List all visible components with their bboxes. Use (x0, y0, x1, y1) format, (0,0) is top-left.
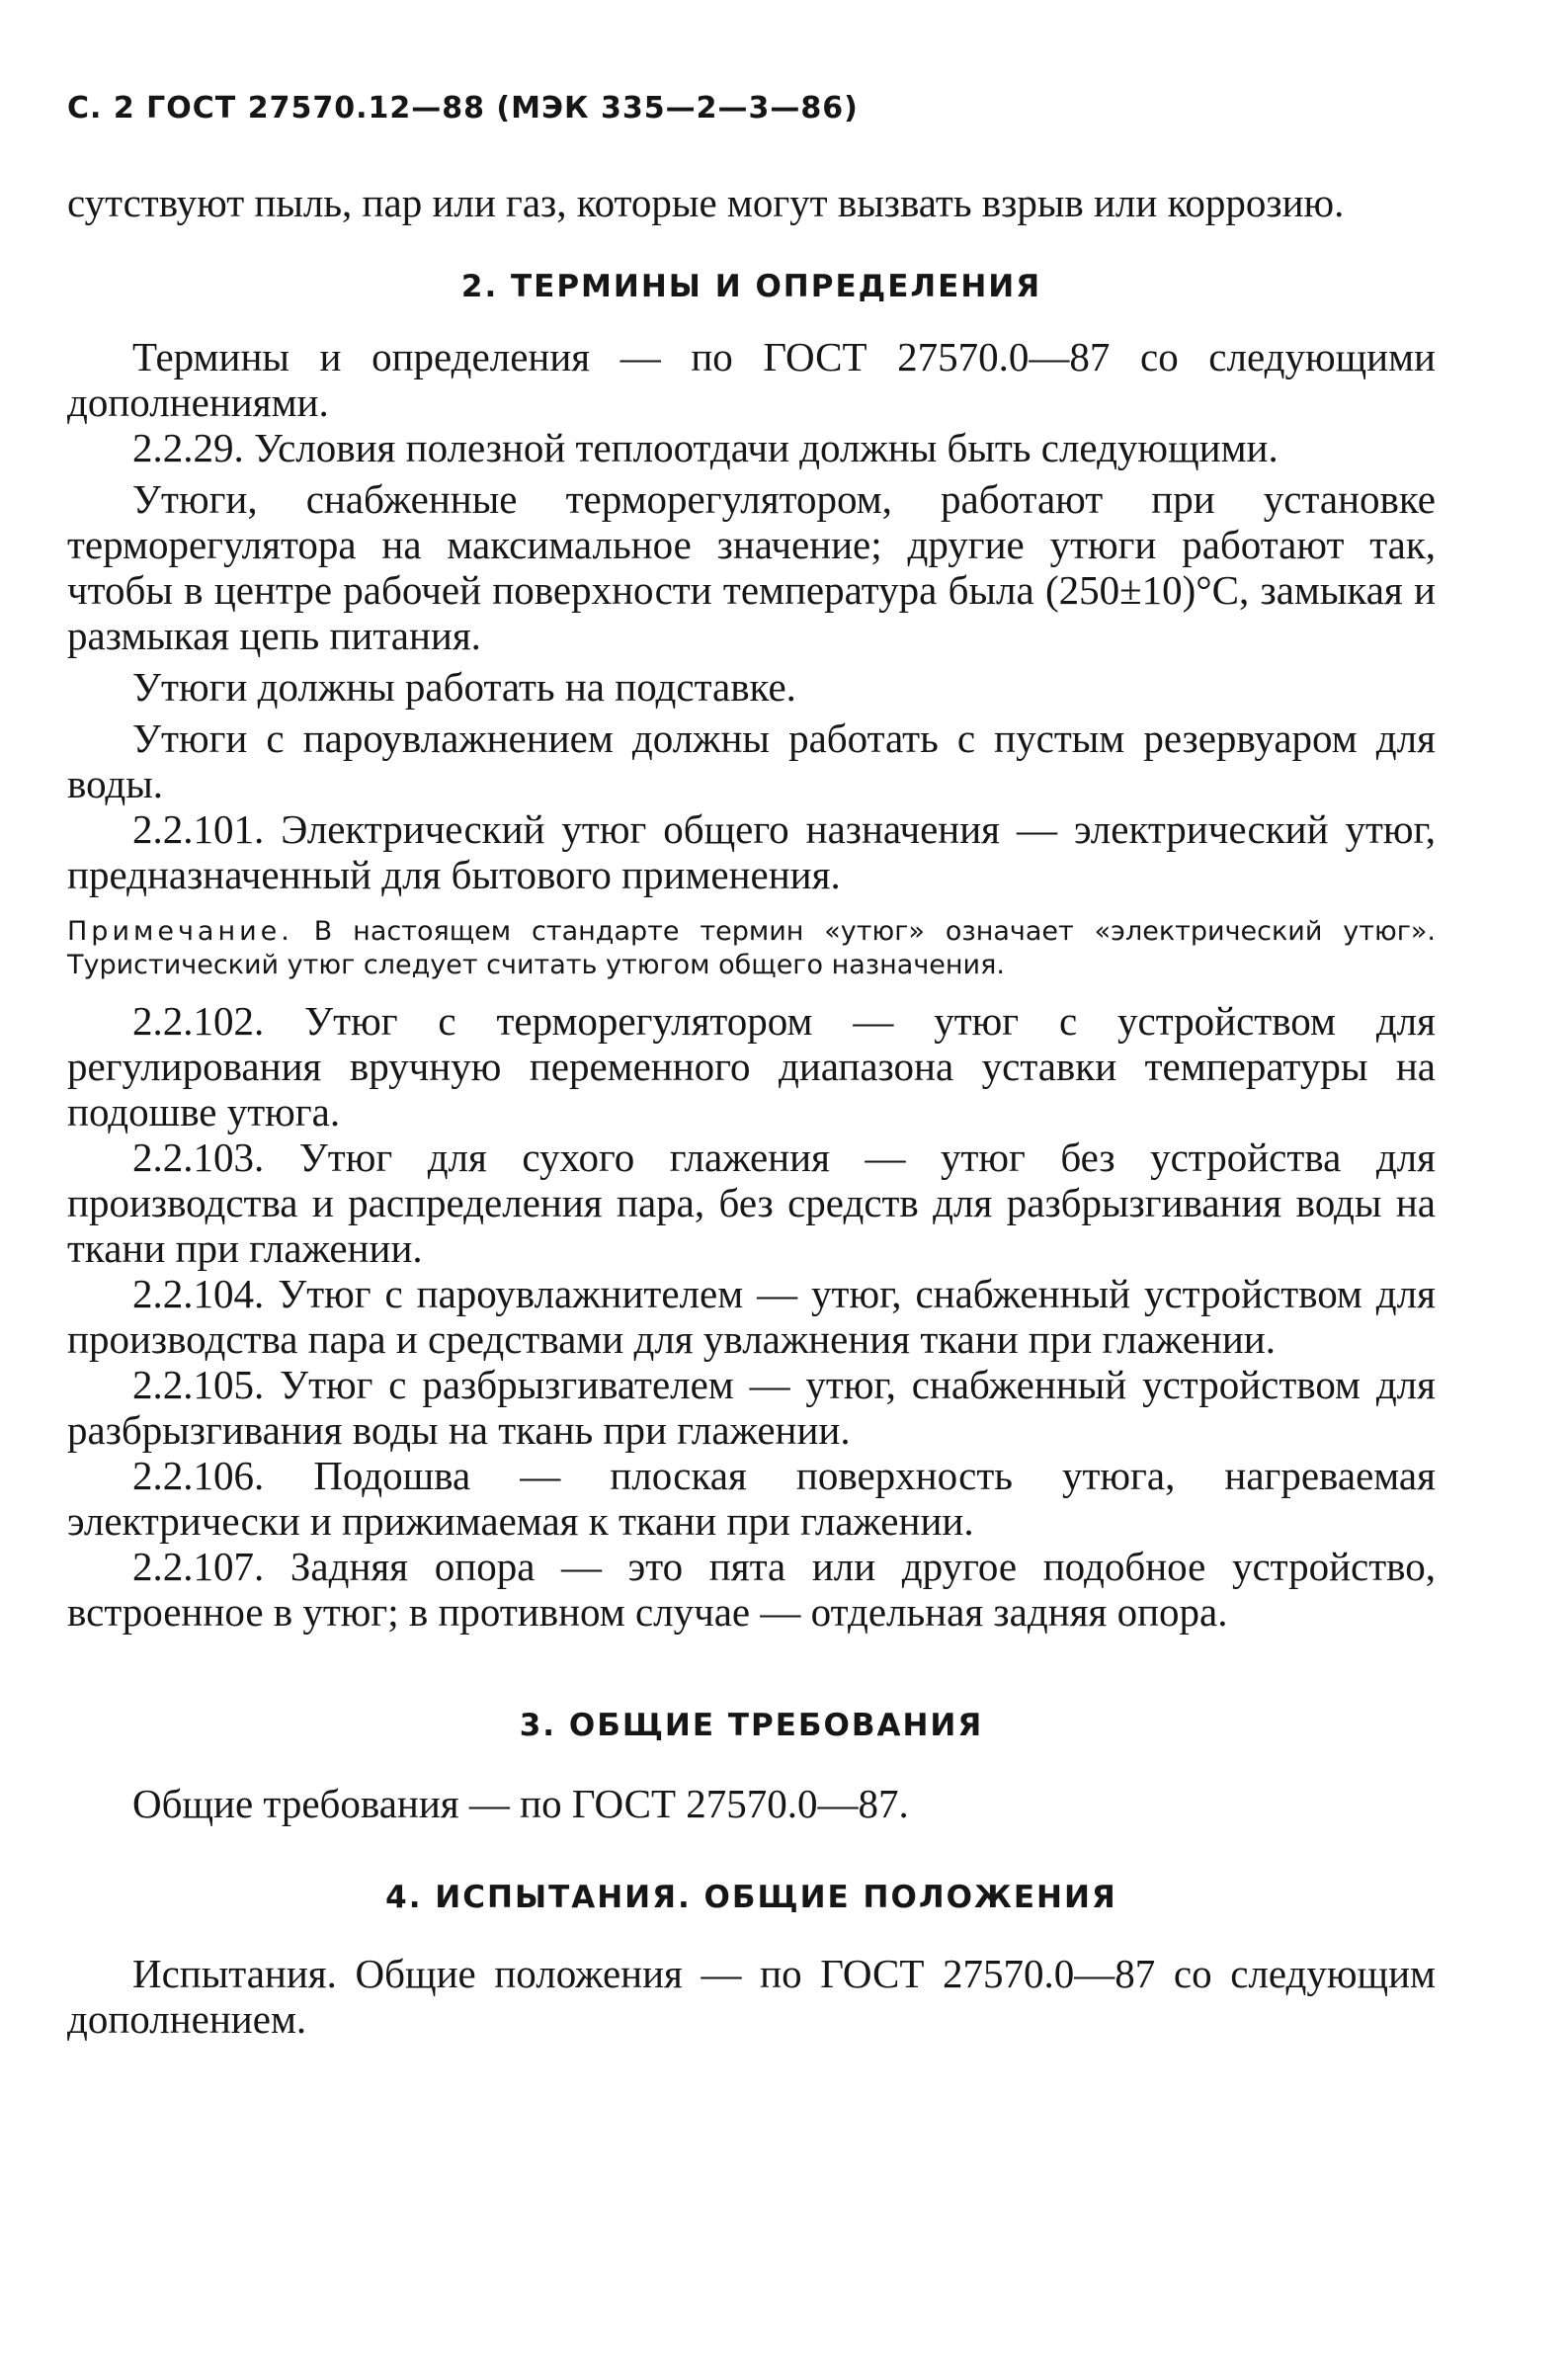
paragraph: Утюги, снабженные терморегулятором, работают при установке терморегулятора на максимальное значение; другие утюги работают так, чтобы в центре рабочей поверхности температура была (250±10)°С, замыкая и размыкая цепь питания. (67, 476, 1436, 658)
definition-2-2-107: 2.2.107. Задняя опора — это пята или другое подобное устройство, встроенное в утюг; в противном случае — отдельная задняя опора. (67, 1544, 1436, 1635)
paragraph: Утюги с пароувлажнением должны работать с пустым резервуаром для воды. (67, 715, 1436, 806)
paragraph: Утюги должны работать на подставке. (132, 664, 796, 710)
note-label: Примечание. (67, 916, 293, 947)
definition-2-2-106: 2.2.106. Подошва — плоская поверхность утюга, нагреваемая электрически и прижимаемая к ткани при глажении. (67, 1453, 1436, 1544)
note-text: В настоящем стандарте термин «утюг» означает «электрический утюг». Туристический утюг следует считать утюгом общего назначения. (67, 916, 1436, 980)
section-4-text: Испытания. Общие положения — по ГОСТ 27570.0—87 со следующим дополнением. (67, 1951, 1436, 2042)
definition-2-2-104: 2.2.104. Утюг с пароувлажнителем — утюг, снабженный устройством для производства пара и средствами для увлажнения ткани при глажении. (67, 1271, 1436, 1362)
definition-2-2-101: 2.2.101. Электрический утюг общего назначения — электрический утюг, предназначенный для бытового применения. (67, 806, 1436, 897)
note (67, 915, 1436, 982)
definition-2-2-103: 2.2.103. Утюг для сухого глажения — утюг без устройства для производства и распределения пара, без средств для разбрызгивания воды на ткани при глажении. (67, 1134, 1436, 1271)
definition-2-2-105: 2.2.105. Утюг с разбрызгивателем — утюг, снабженный устройством для разбрызгивания воды на ткань при глажении. (67, 1362, 1436, 1453)
definition-2-2-102: 2.2.102. Утюг с терморегулятором — утюг с устройством для регулирования вручную переменного диапазона уставки температуры на подошве утюга. (67, 998, 1436, 1134)
section-3-heading: 3. ОБЩИЕ ТРЕБОВАНИЯ (519, 1708, 984, 1743)
section-3-text: Общие требования — по ГОСТ 27570.0—87. (132, 1781, 909, 1826)
running-header: С. 2 ГОСТ 27570.12—88 (МЭК 335—2—3—86) (67, 91, 859, 126)
paragraph: 2.2.29. Условия полезной теплоотдачи должны быть следующими. (132, 425, 1279, 470)
section-2-heading: 2. ТЕРМИНЫ И ОПРЕДЕЛЕНИЯ (460, 269, 1042, 304)
intro-paragraph: сутствуют пыль, пар или газ, которые могут вызвать взрыв или коррозию. (67, 180, 1345, 225)
section-4-heading: 4. ИСПЫТАНИЯ. ОБЩИЕ ПОЛОЖЕНИЯ (385, 1880, 1117, 1915)
document-page (67, 89, 1436, 2042)
paragraph: Термины и определения — по ГОСТ 27570.0—87 со следующими дополнениями. (67, 334, 1436, 425)
